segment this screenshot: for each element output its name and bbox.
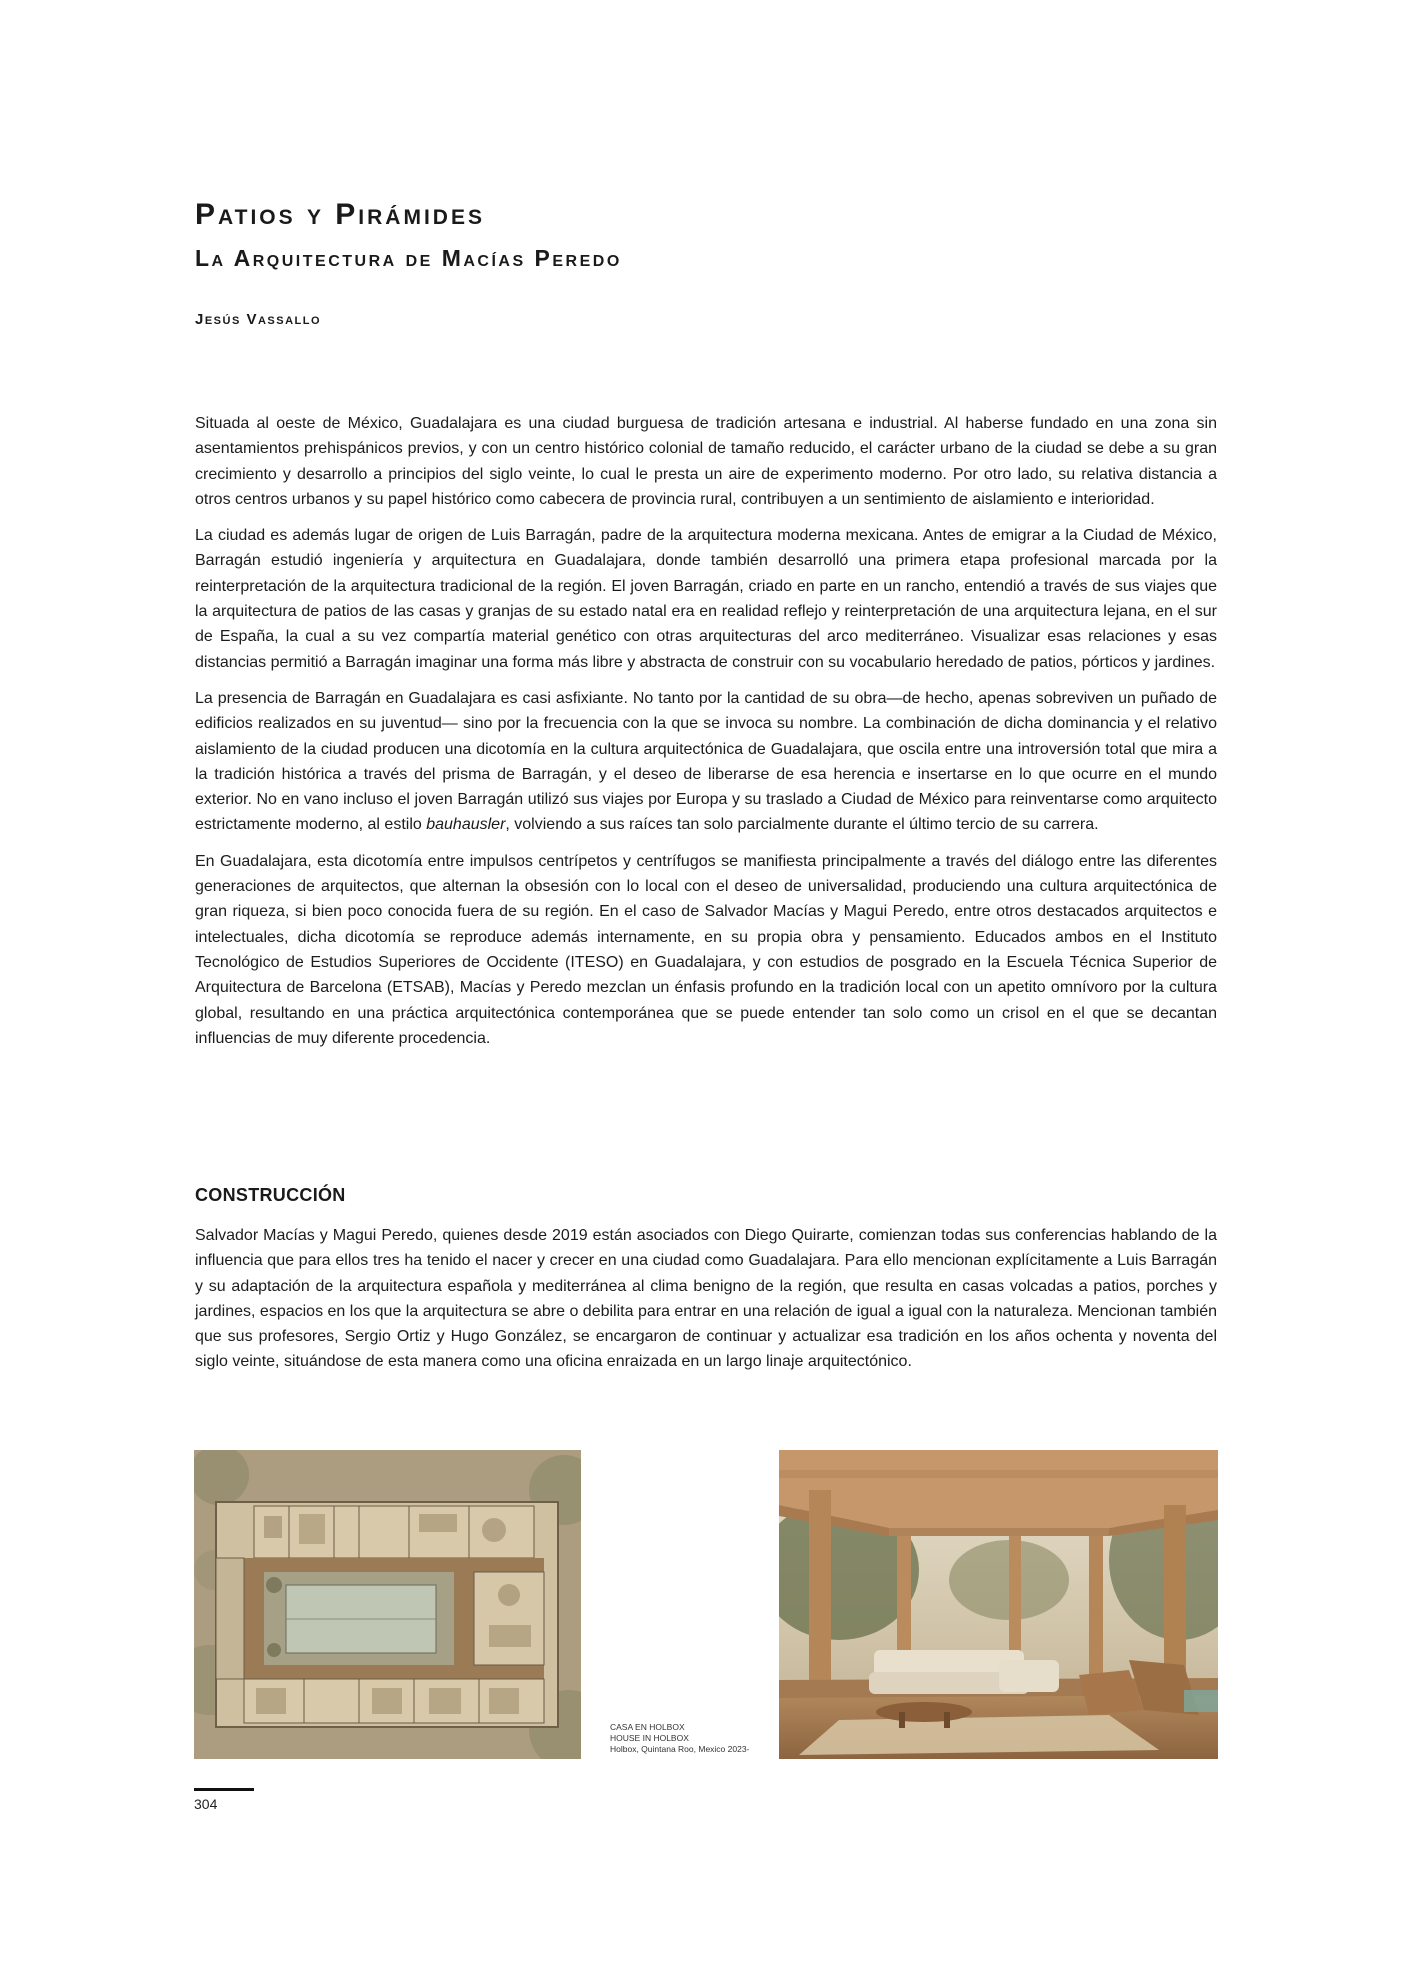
article-body [195, 411, 1217, 1062]
interior-render-image [779, 1450, 1218, 1759]
article-subtitle: La Arquitectura de Macías Peredo [195, 245, 622, 271]
section-paragraph: Salvador Macías y Magui Peredo, quienes desde 2019 están asociados con Diego Quirarte, comienzan todas sus conferencias hablando de la influencia que para ellos tres ha tenido el nacer y crecer en una ciudad como Guadalajara. Para ello mencionan explícitamente a Luis Barragán y su adaptación de la arquitectura española y mediterránea al clima benigno de la región, que resulta en casas volcadas a patios, porches y jardines, espacios en los que la arquitectura se abre o debilita para entrar en una relación de igual a igual con la naturaleza. Mencionan también que sus profesores, Sergio Ortiz y Hugo González, se encargaron de continuar y actualizar esa tradición en los años ochenta y noventa del siglo veinte, situándose de esta manera como una oficina enraizada en un largo linaje arquitectónico. [195, 1227, 1217, 1371]
page-number: 304 [194, 1796, 218, 1812]
caption-title-en: HOUSE IN HOLBOX [610, 1733, 689, 1743]
floor-plan-drawing [194, 1450, 581, 1759]
paragraph-3-emphasis: bauhausler [426, 816, 506, 834]
image-caption [610, 1722, 749, 1755]
caption-location: Holbox, Quintana Roo, Mexico 2023- [610, 1744, 750, 1754]
paragraph-3-tail: , volviendo a sus raíces tan solo parcialmente durante el último tercio de su carrera. [505, 816, 1099, 834]
author-name: Jesús Vassallo [195, 311, 322, 328]
article-title: Patios y Pirámides [195, 198, 485, 231]
paragraph-4: En Guadalajara, esta dicotomía entre impulsos centrípetos y centrífugos se manifiesta principalmente a través del diálogo entre las diferentes generaciones de arquitectos, que alternan la obsesión con lo local con el deseo de universalidad, produciendo una cultura arquitectónica de gran riqueza, si bien poco conocida fuera de su región. En el caso de Salvador Macías y Magui Peredo, entre otros destacados arquitectos e intelectuales, dicha dicotomía se reproduce además internamente, en su propia obra y pensamiento. Educados ambos en el Instituto Tecnológico de Estudios Superiores de Occidente (ITESO) en Guadalajara, y con estudios de posgrado en la Escuela Técnica Superior de Arquitectura de Barcelona (ETSAB), Macías y Peredo mezclan un énfasis profundo en la tradición local con un apetito omnívoro por la cultura global, resultando en una práctica arquitectónica contemporánea que se puede entender tan solo como un crisol en el que se decantan influencias de muy diferente procedencia. [195, 852, 1217, 1047]
paragraph-3-text: La presencia de Barragán en Guadalajara es casi asfixiante. No tanto por la cantidad de su obra—de hecho, apenas sobreviven un puñado de edificios realizados en su juventud— sino por la frecuencia con la que se invoca su nombre. La combinación de dicha dominancia y el relativo aislamiento de la ciudad producen una dicotomía en la cultura arquitectónica de Guadalajara, que oscila entre una introversión total que mira a la tradición histórica a través del prisma de Barragán, y el deseo de liberarse de esa herencia e insertarse en lo que ocurre en el mundo exterior. No en vano incluso el joven Barragán utilizó sus viajes por Europa y su traslado a Ciudad de México para reinventarse como arquitecto estrictamente moderno, al estilo [195, 689, 1217, 834]
paragraph-1: Situada al oeste de México, Guadalajara es una ciudad burguesa de tradición artesana e industrial. Al haberse fundado en una zona sin asentamientos prehispánicos previos, y con un centro histórico colonial de tamaño reducido, el carácter urbano de la ciudad se debe a su gran crecimiento y desarrollo a principios del siglo veinte, lo cual le presta un aire de experimento moderno. Por otro lado, su relativa distancia a otros centros urbanos y su papel histórico como cabecera de provincia rural, contribuyen a un sentimiento de aislamiento e interioridad. [195, 415, 1217, 508]
floor-plan-image [194, 1450, 581, 1759]
paragraph-3 [195, 686, 1217, 838]
paragraph-2: La ciudad es además lugar de origen de Luis Barragán, padre de la arquitectura moderna mexicana. Antes de emigrar a la Ciudad de México, Barragán estudió ingeniería y arquitectura en Guadalajara, donde también desarrolló una primera etapa profesional marcada por la reinterpretación de la arquitectura tradicional de la región. El joven Barragán, criado en parte en un rancho, entendió a través de sus viajes que la arquitectura de patios de las casas y granjas de su estado natal era en realidad reflejo y reinterpretación de una arquitectura lejana, en el sur de España, la cual a su vez compartía material genético con otras arquitecturas del arco mediterráneo. Visualizar esas relaciones y esas distancias permitió a Barragán imaginar una forma más libre y abstracta de construir con su vocabulario heredado de patios, pórticos y jardines. [195, 527, 1217, 671]
footer-rule [194, 1788, 254, 1791]
caption-title-es: CASA EN HOLBOX [610, 1722, 685, 1732]
interior-render-drawing [779, 1450, 1218, 1759]
section-heading: CONSTRUCCIÓN [195, 1185, 346, 1205]
section-body [195, 1223, 1217, 1375]
